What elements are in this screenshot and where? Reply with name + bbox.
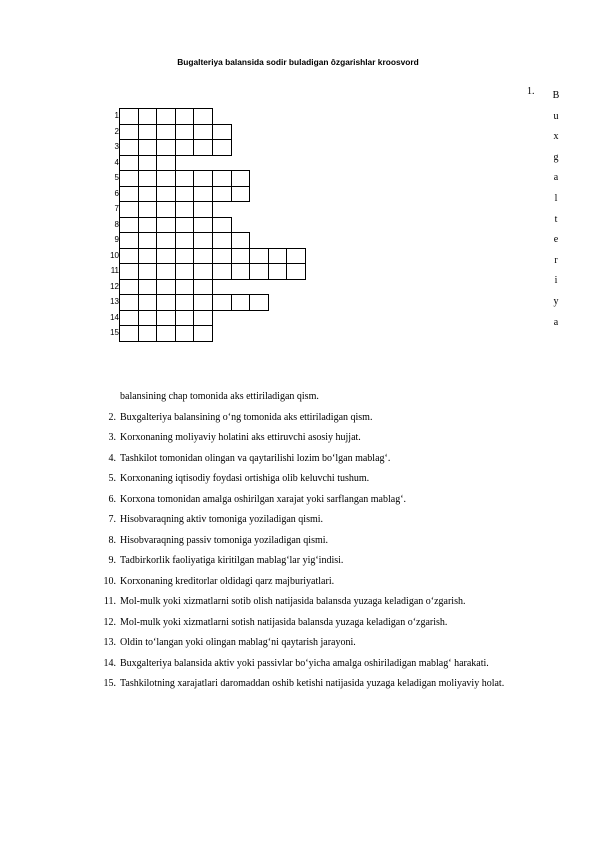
grid-cell[interactable] — [212, 248, 232, 265]
grid-cell[interactable] — [193, 325, 213, 342]
grid-cell[interactable] — [156, 155, 176, 172]
vertical-letter: t — [554, 213, 558, 225]
grid-cell[interactable] — [231, 186, 251, 203]
grid-cell[interactable] — [286, 248, 306, 265]
clue-item — [90, 613, 570, 634]
vertical-letter: e — [553, 234, 559, 246]
vertical-letter: a — [553, 316, 559, 328]
clue-text: Buxgalteriya balansining o‘ng tomonida aks ettiriladigan qism. — [120, 411, 373, 423]
vertical-letter: g — [553, 151, 559, 163]
grid-cell[interactable] — [212, 170, 232, 187]
grid-cell[interactable] — [212, 232, 232, 249]
grid-cell[interactable] — [268, 248, 288, 265]
grid-cell[interactable] — [138, 139, 158, 156]
vertical-letter: u — [553, 110, 559, 122]
clue-text: Korxonaning moliyaviy holatini aks ettiruvchi asosiy hujjat. — [120, 432, 361, 443]
grid-cell[interactable] — [212, 217, 232, 234]
grid-cell[interactable] — [119, 310, 139, 327]
grid-cell[interactable] — [175, 325, 195, 342]
clue-number: 13. — [103, 637, 116, 648]
grid-cell[interactable] — [193, 170, 213, 187]
clue-text: Mol-mulk yoki xizmatlarni sotib olish natijasida balansda yuzaga keladigan o‘zgarish. — [120, 596, 466, 607]
grid-cell[interactable] — [193, 279, 213, 296]
grid-cell[interactable] — [156, 139, 176, 156]
grid-cell[interactable] — [138, 232, 158, 249]
clue-item — [90, 654, 570, 675]
grid-cell[interactable] — [156, 248, 176, 265]
clue-text: Tadbirkorlik faoliyatiga kiritilgan mablag‘lar yig‘indisi. — [120, 555, 344, 566]
row-number: 2 — [114, 126, 119, 136]
grid-cell[interactable] — [175, 139, 195, 156]
row-number: 9 — [114, 235, 119, 244]
grid-cell[interactable] — [175, 263, 195, 280]
grid-cell[interactable] — [193, 139, 213, 156]
grid-cell[interactable] — [193, 310, 213, 327]
clue-item — [90, 531, 570, 552]
clue-number: 15. — [103, 678, 116, 689]
clue-number: 8. — [108, 534, 116, 546]
grid-cell[interactable] — [119, 186, 139, 203]
grid-cell[interactable] — [175, 186, 195, 203]
row-number: 10 — [110, 250, 119, 260]
vertical-letter: y — [553, 295, 559, 307]
grid-cell[interactable] — [119, 217, 139, 234]
row-number: 3 — [114, 142, 119, 151]
grid-cell[interactable] — [268, 263, 288, 280]
row-number: 5 — [114, 173, 119, 182]
grid-cell[interactable] — [193, 108, 213, 125]
grid-cell[interactable] — [119, 108, 139, 125]
grid-cell[interactable] — [212, 294, 232, 311]
clue-text: Hisobvaraqning aktiv tomoniga yoziladigan qismi. — [120, 514, 324, 525]
grid-cell[interactable] — [286, 263, 306, 280]
grid-cell[interactable] — [138, 155, 158, 172]
grid-cell[interactable] — [138, 124, 158, 141]
grid-cell[interactable] — [193, 217, 213, 234]
clue-item — [90, 490, 570, 511]
grid-cell[interactable] — [193, 186, 213, 203]
grid-cell[interactable] — [119, 170, 139, 187]
grid-cell[interactable] — [193, 263, 213, 280]
grid-cell[interactable] — [138, 217, 158, 234]
grid-cell[interactable] — [175, 248, 195, 265]
row-number: 12 — [110, 281, 119, 291]
grid-cell[interactable] — [119, 248, 139, 265]
row-number: 4 — [114, 157, 119, 167]
clue-list — [90, 387, 570, 695]
grid-cell[interactable] — [119, 155, 139, 172]
grid-cell[interactable] — [212, 263, 232, 280]
clue-text: Mol-mulk yoki xizmatlarni sotish natijasida balansda yuzaga keladigan o‘zgarish. — [120, 616, 448, 628]
grid-cell[interactable] — [175, 124, 195, 141]
clue-text: Korxona tomonidan amalga oshirilgan xarajat yoki sarflangan mablag‘. — [120, 493, 407, 505]
clue-item — [90, 674, 570, 695]
vertical-word — [550, 86, 562, 333]
vertical-letter: l — [554, 192, 558, 204]
clue-number: 3. — [108, 432, 116, 443]
grid-cell[interactable] — [249, 294, 269, 311]
grid-cell[interactable] — [156, 325, 176, 342]
grid-cell[interactable] — [156, 294, 176, 311]
grid-cell[interactable] — [156, 108, 176, 125]
grid-cell[interactable] — [119, 263, 139, 280]
grid-cell[interactable] — [193, 232, 213, 249]
grid-cell[interactable] — [156, 232, 176, 249]
grid-cell[interactable] — [119, 139, 139, 156]
vertical-letter: r — [554, 254, 558, 266]
grid-cell[interactable] — [138, 108, 158, 125]
row-number: 7 — [114, 204, 119, 213]
page-title: Bugalteriya balansida sodir buladigan ôzgarishlar kroosvord — [177, 57, 419, 67]
clue-number: 4. — [108, 452, 116, 464]
grid-cell[interactable] — [175, 232, 195, 249]
grid-cell[interactable] — [231, 232, 251, 249]
grid-cell[interactable] — [212, 139, 232, 156]
grid-cell[interactable] — [175, 279, 195, 296]
clue-text: Korxonaning iqtisodiy foydasi ortishiga olib keluvchi tushum. — [120, 473, 370, 484]
clue-item — [90, 551, 570, 572]
grid-cell[interactable] — [193, 248, 213, 265]
grid-cell[interactable] — [138, 325, 158, 342]
grid-cell[interactable] — [212, 186, 232, 203]
grid-cell[interactable] — [175, 294, 195, 311]
vertical-letter: a — [553, 172, 559, 184]
grid-cell[interactable] — [156, 279, 176, 296]
clue-item — [90, 572, 570, 593]
clue-text: balansining chap tomonida aks ettiriladigan qism. — [120, 391, 319, 402]
clue-number: 12. — [103, 616, 116, 628]
grid-cell[interactable] — [119, 325, 139, 342]
grid-cell[interactable] — [156, 263, 176, 280]
clue-item — [90, 428, 570, 449]
grid-cell[interactable] — [138, 263, 158, 280]
clue-text: Buxgalteriya balansida aktiv yoki passivlar bo‘yicha amalga oshiriladigan mablag‘ harakati. — [120, 657, 489, 669]
clue-number: 2. — [108, 411, 116, 423]
clue-text: Tashkilotning xarajatlari daromaddan oshib ketishi natijasida yuzaga keladigan moliyaviy holat. — [120, 678, 505, 689]
clue-text: Korxonaning kreditorlar oldidagi qarz majburiyatlari. — [120, 575, 335, 587]
grid-cell[interactable] — [156, 310, 176, 327]
clue-item — [90, 469, 570, 490]
clue-number: 11. — [103, 596, 116, 607]
grid-cell[interactable] — [156, 124, 176, 141]
row-number: 14 — [110, 312, 119, 322]
grid-cell[interactable] — [138, 170, 158, 187]
clue-number: 7. — [108, 514, 116, 525]
grid-cell[interactable] — [138, 294, 158, 311]
grid-cell[interactable] — [249, 248, 269, 265]
clue-item — [90, 408, 570, 429]
row-number: 11 — [110, 266, 119, 275]
grid-cell[interactable] — [119, 232, 139, 249]
row-number: 1 — [114, 111, 119, 120]
clue-number: 9. — [108, 555, 116, 566]
grid-cell[interactable] — [175, 217, 195, 234]
grid-cell[interactable] — [231, 170, 251, 187]
clue-item — [90, 592, 570, 613]
grid-cell[interactable] — [138, 248, 158, 265]
grid-cell[interactable] — [138, 201, 158, 218]
clue-number: 5. — [108, 473, 116, 484]
row-number: 13 — [110, 297, 119, 306]
clue-item — [90, 510, 570, 531]
clue-text: Tashkilot tomonidan olingan va qaytarilishi lozim bo‘lgan mablag‘. — [120, 452, 391, 464]
row-number: 15 — [110, 328, 119, 337]
vertical-letter: x — [553, 131, 559, 143]
row-number: 6 — [114, 188, 119, 198]
clue-text: Hisobvaraqning passiv tomoniga yoziladigan qismi. — [120, 534, 329, 546]
grid-cell[interactable] — [231, 294, 251, 311]
clue-text: Oldin to‘langan yoki olingan mablag‘ni qaytarish jarayoni. — [120, 637, 356, 648]
grid-cell[interactable] — [156, 217, 176, 234]
grid-cell[interactable] — [138, 310, 158, 327]
vertical-letter: B — [552, 90, 560, 101]
clue-item — [90, 449, 570, 470]
grid-cell[interactable] — [193, 294, 213, 311]
grid-cell[interactable] — [119, 201, 139, 218]
grid-cell[interactable] — [138, 279, 158, 296]
grid-cell[interactable] — [175, 310, 195, 327]
vertical-clue-number: 1. — [527, 86, 535, 97]
grid-cell[interactable] — [119, 294, 139, 311]
clue-number: 10. — [103, 575, 116, 587]
grid-cell[interactable] — [175, 108, 195, 125]
grid-cell[interactable] — [212, 124, 232, 141]
clue-number: 6. — [108, 493, 116, 505]
grid-cell[interactable] — [138, 186, 158, 203]
grid-cell[interactable] — [193, 124, 213, 141]
grid-cell[interactable] — [193, 201, 213, 218]
grid-cell[interactable] — [231, 248, 251, 265]
clue-item — [90, 633, 570, 654]
clue-number: 14. — [103, 657, 116, 669]
grid-cell[interactable] — [156, 170, 176, 187]
vertical-letter: i — [554, 275, 558, 287]
grid-cell[interactable] — [249, 263, 269, 280]
grid-cell[interactable] — [231, 263, 251, 280]
grid-cell[interactable] — [119, 124, 139, 141]
grid-cell[interactable] — [156, 186, 176, 203]
grid-cell[interactable] — [175, 201, 195, 218]
clue-item — [90, 387, 570, 408]
grid-cell[interactable] — [119, 279, 139, 296]
grid-cell[interactable] — [156, 201, 176, 218]
grid-cell[interactable] — [175, 170, 195, 187]
row-number: 8 — [114, 219, 119, 229]
